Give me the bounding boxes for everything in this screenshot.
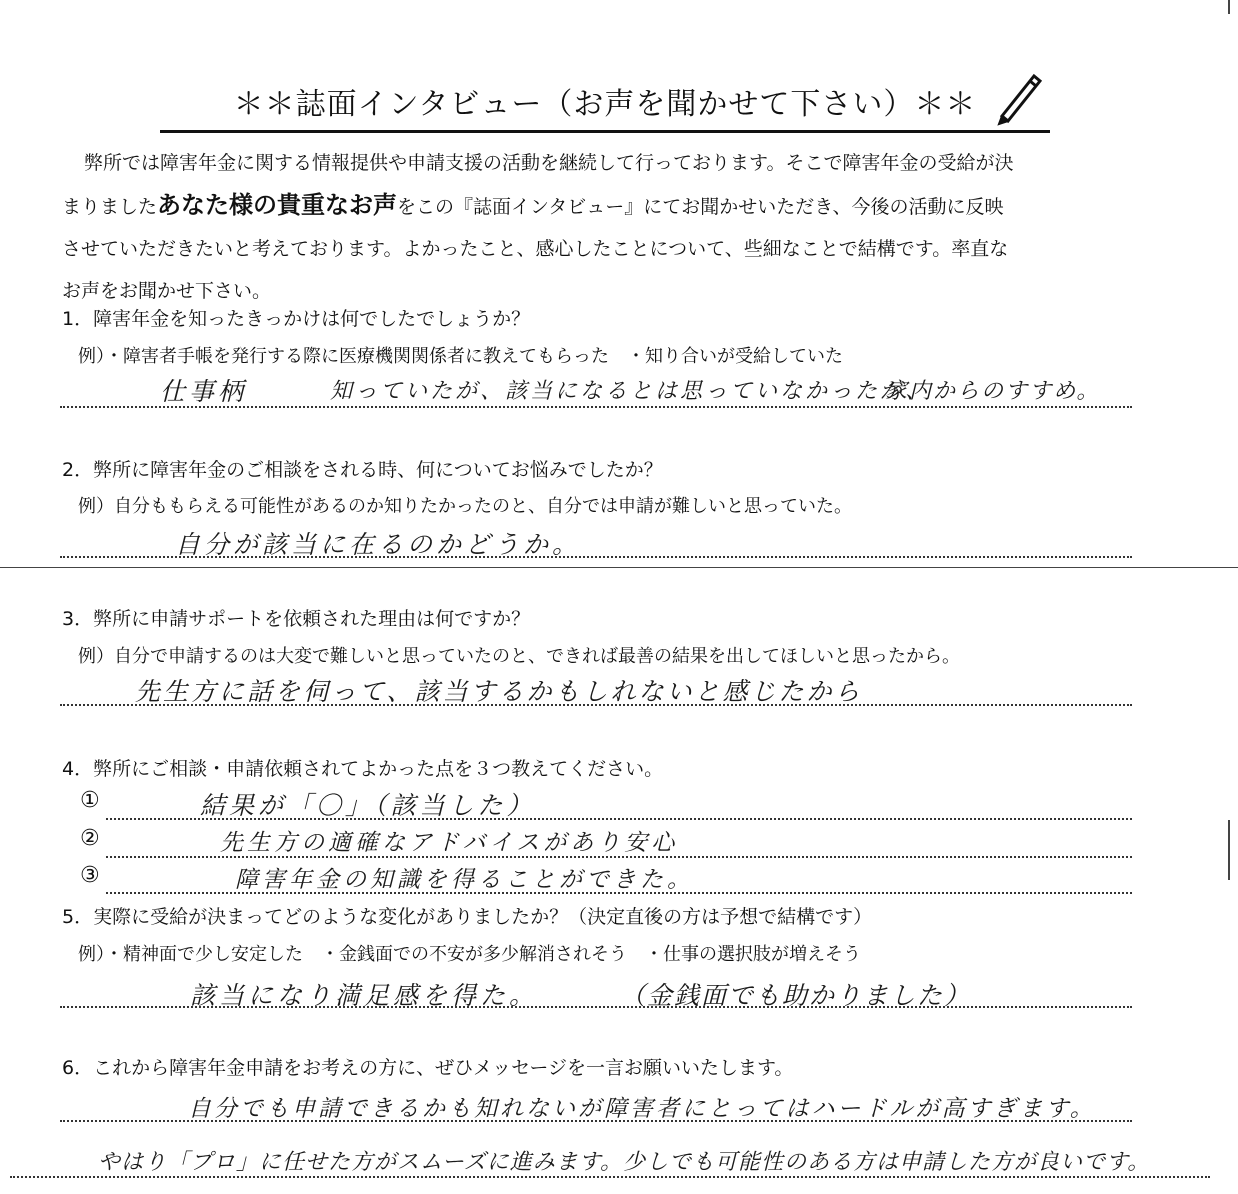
answer-1a: 仕事柄 [160,377,248,406]
item-text-2: 先生方の適確なアドバイスがあり安心 [220,830,679,856]
intro-line-2a: まりました [62,196,158,218]
example-1: 例）・障害者手帳を発行する際に医療機関関係者に教えてもらった ・知り合いが受給していた [78,346,843,367]
item-line-3 [106,892,1132,894]
item-text-3: 障害年金の知識を得ることができた。 [235,867,694,893]
answer-1b: 知っていたが、該当になるとは思っていなかったが、 [330,379,931,404]
intro-line-4: お声をお聞かせ下さい。 [62,280,272,302]
intro-line-1: 弊所では障害年金に関する情報提供や申請支援の活動を継続して行っております。そこで障害年金の受給が決 [84,152,1014,174]
question-1: 1．障害年金を知ったきっかけは何でしたでしょうか？ [62,308,531,330]
intro-line-2b: をこの『誌面インタビュー』にてお聞かせいただき、今後の活動に反映 [397,196,1004,218]
answer-line-2 [60,556,1132,558]
intro-line-3: させていただきたいと考えております。よかったこと、感心したことについて、些細なことで結構です。率直な [62,238,1009,260]
answer-5a: 該当になり満足感を得た。 [190,981,539,1010]
scan-artifact-line [0,567,1238,568]
question-5: 5．実際に受給が決まってどのような変化がありましたか？（決定直後の方は予想で結構です） [62,906,873,928]
answer-2: 自分が該当に在るのかどうか。 [175,530,582,559]
answer-line-6a [60,1120,1132,1122]
answer-line-3 [60,704,1132,706]
question-6: 6．これから障害年金申請をお考えの方に、ぜひメッセージを一言お願いいたします。 [62,1057,794,1079]
example-2: 例）自分ももらえる可能性があるのか知りたかったのと、自分では申請が難しいと思っていた。 [78,496,852,517]
question-2: 2．弊所に障害年金のご相談をされる時、何についてお悩みでしたか？ [62,459,663,481]
item-number-2: ② [80,826,100,851]
question-4: 4．弊所にご相談・申請依頼されてよかった点を３つ教えてください。 [62,758,664,780]
intro-emphasis: あなた様の貴重なお声 [157,191,398,219]
pen-icon [988,66,1048,126]
item-number-3: ③ [80,863,100,888]
answer-6a: 自分でも申請できるかも知れないが障害者にとってはハードルが高すぎます。 [188,1096,1096,1122]
scan-edge-mark-top [1228,0,1230,14]
answer-line-1 [60,406,1132,408]
answer-6b: やはり「プロ」に任せた方がスムーズに進みます。少しでも可能性のある方は申請した方が良いです。 [98,1150,1151,1175]
answer-3: 先生方に話を伺って、該当するかもしれないと感じたから [135,677,863,706]
page-title: ＊＊誌面インタビュー（お声を聞かせて下さい）＊＊ [160,80,1050,133]
intro-text [62,142,1172,312]
example-5: 例）・精神面で少し安定した ・金銭面での不安が多少解消されそう ・仕事の選択肢が増えそう [78,944,861,965]
item-text-1: 結果が「〇」（該当した） [200,791,536,820]
answer-5b: （金銭面でも助かりました） [620,981,972,1010]
scan-edge-mark-right [1228,820,1230,880]
item-line-1 [106,818,1132,820]
item-number-1: ① [80,788,100,813]
answer-line-5 [60,1006,1132,1008]
answer-1c: 家内からのすすめ。 [885,379,1101,404]
example-3: 例）自分で申請するのは大変で難しいと思っていたのと、できれば最善の結果を出してほしいと思ったから。 [78,646,960,667]
item-line-2 [106,856,1132,858]
question-3: 3．弊所に申請サポートを依頼された理由は何ですか？ [62,608,531,630]
answer-line-6b [10,1176,1210,1178]
